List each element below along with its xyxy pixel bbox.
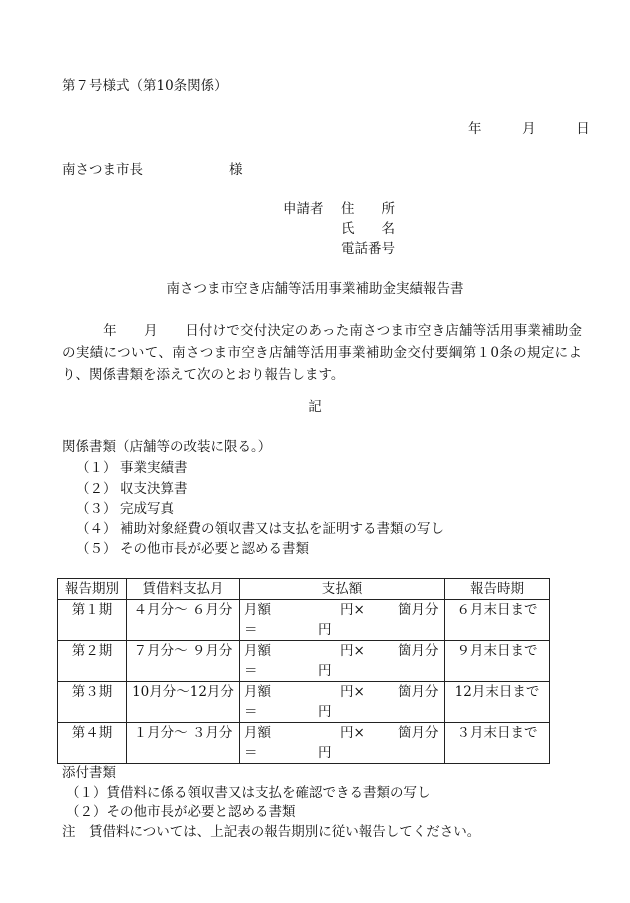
- attachments-heading: 添付書類: [62, 765, 116, 781]
- related-doc-item: （３） 完成写真: [76, 501, 174, 517]
- related-doc-item: （５） その他市長が必要と認める書類: [76, 541, 309, 557]
- date-year: 年: [468, 121, 482, 137]
- attachment-item: （１）賃借料に係る領収書又は支払を確認できる書類の写し: [66, 785, 431, 801]
- related-doc-item: （２） 収支決算書: [76, 481, 188, 497]
- report-body: 年 月 日付けで交付決定のあった南さつま市空き店舗等活用事業補助金の実績について、南さつま市空き店舗等活用事業補助金交付要綱第１0条の規定により、関係書類を添えて次のとおり報告します。: [62, 323, 582, 383]
- addressee-honorific: 様: [229, 162, 243, 178]
- payment-cell: 月額 円× 箇月分 ＝ 円: [240, 600, 445, 641]
- applicant-address-row: [283, 203, 395, 217]
- table-header-row: [58, 579, 550, 600]
- related-doc-item: （１） 事業実績書: [76, 460, 188, 476]
- table-row: 第１期 ４月分～ ６月分 月額 円× 箇月分 ＝ 円 ６月末日まで: [58, 600, 550, 641]
- header-period: 報告期別: [58, 579, 127, 600]
- date-line: [468, 123, 590, 137]
- addressee: [62, 164, 243, 178]
- table-row: 第２期 ７月分～ ９月分 月額 円× 箇月分 ＝ 円 ９月末日まで: [58, 641, 550, 682]
- header-rent-months: 賃借料支払月: [127, 579, 240, 600]
- attachment-item: （２）その他市長が必要と認める書類: [66, 804, 296, 820]
- document-title: 南さつま市空き店舗等活用事業補助金実績報告書: [166, 281, 464, 297]
- table-row: 第４期 １月分～ ３月分 月額 円× 箇月分 ＝ 円 ３月末日まで: [58, 723, 550, 764]
- ki-heading: 記: [308, 399, 322, 415]
- payment-cell: 月額 円× 箇月分 ＝ 円: [240, 723, 445, 764]
- date-day: 日: [576, 121, 590, 137]
- related-docs-heading: 関係書類（店舗等の改装に限る。）: [62, 439, 272, 455]
- date-month: 月: [522, 121, 536, 137]
- applicant-field-address: 住 所: [341, 201, 395, 217]
- header-payment: 支払額: [240, 579, 445, 600]
- addressee-name: 南さつま市長: [62, 162, 143, 178]
- applicant-field-phone: 電話番号: [341, 241, 395, 257]
- payment-cell: 月額 円× 箇月分 ＝ 円: [240, 641, 445, 682]
- applicant-label: 申請者: [283, 201, 324, 217]
- header-deadline: 報告時期: [445, 579, 550, 600]
- report-schedule-table: [57, 578, 550, 764]
- related-doc-item: （４） 補助対象経費の領収書又は支払を証明する書類の写し: [76, 521, 444, 537]
- applicant-field-name: 氏 名: [341, 221, 395, 237]
- form-number: 第７号様式（第10条関係）: [62, 78, 228, 94]
- applicant-name-row: [283, 223, 395, 237]
- applicant-phone-row: [283, 243, 395, 257]
- table-row: 第３期 10月分～12月分 月額 円× 箇月分 ＝ 円 12月末日まで: [58, 682, 550, 723]
- payment-cell: 月額 円× 箇月分 ＝ 円: [240, 682, 445, 723]
- note-text: 注 賃借料については、上記表の報告期別に従い報告してください。: [62, 824, 481, 840]
